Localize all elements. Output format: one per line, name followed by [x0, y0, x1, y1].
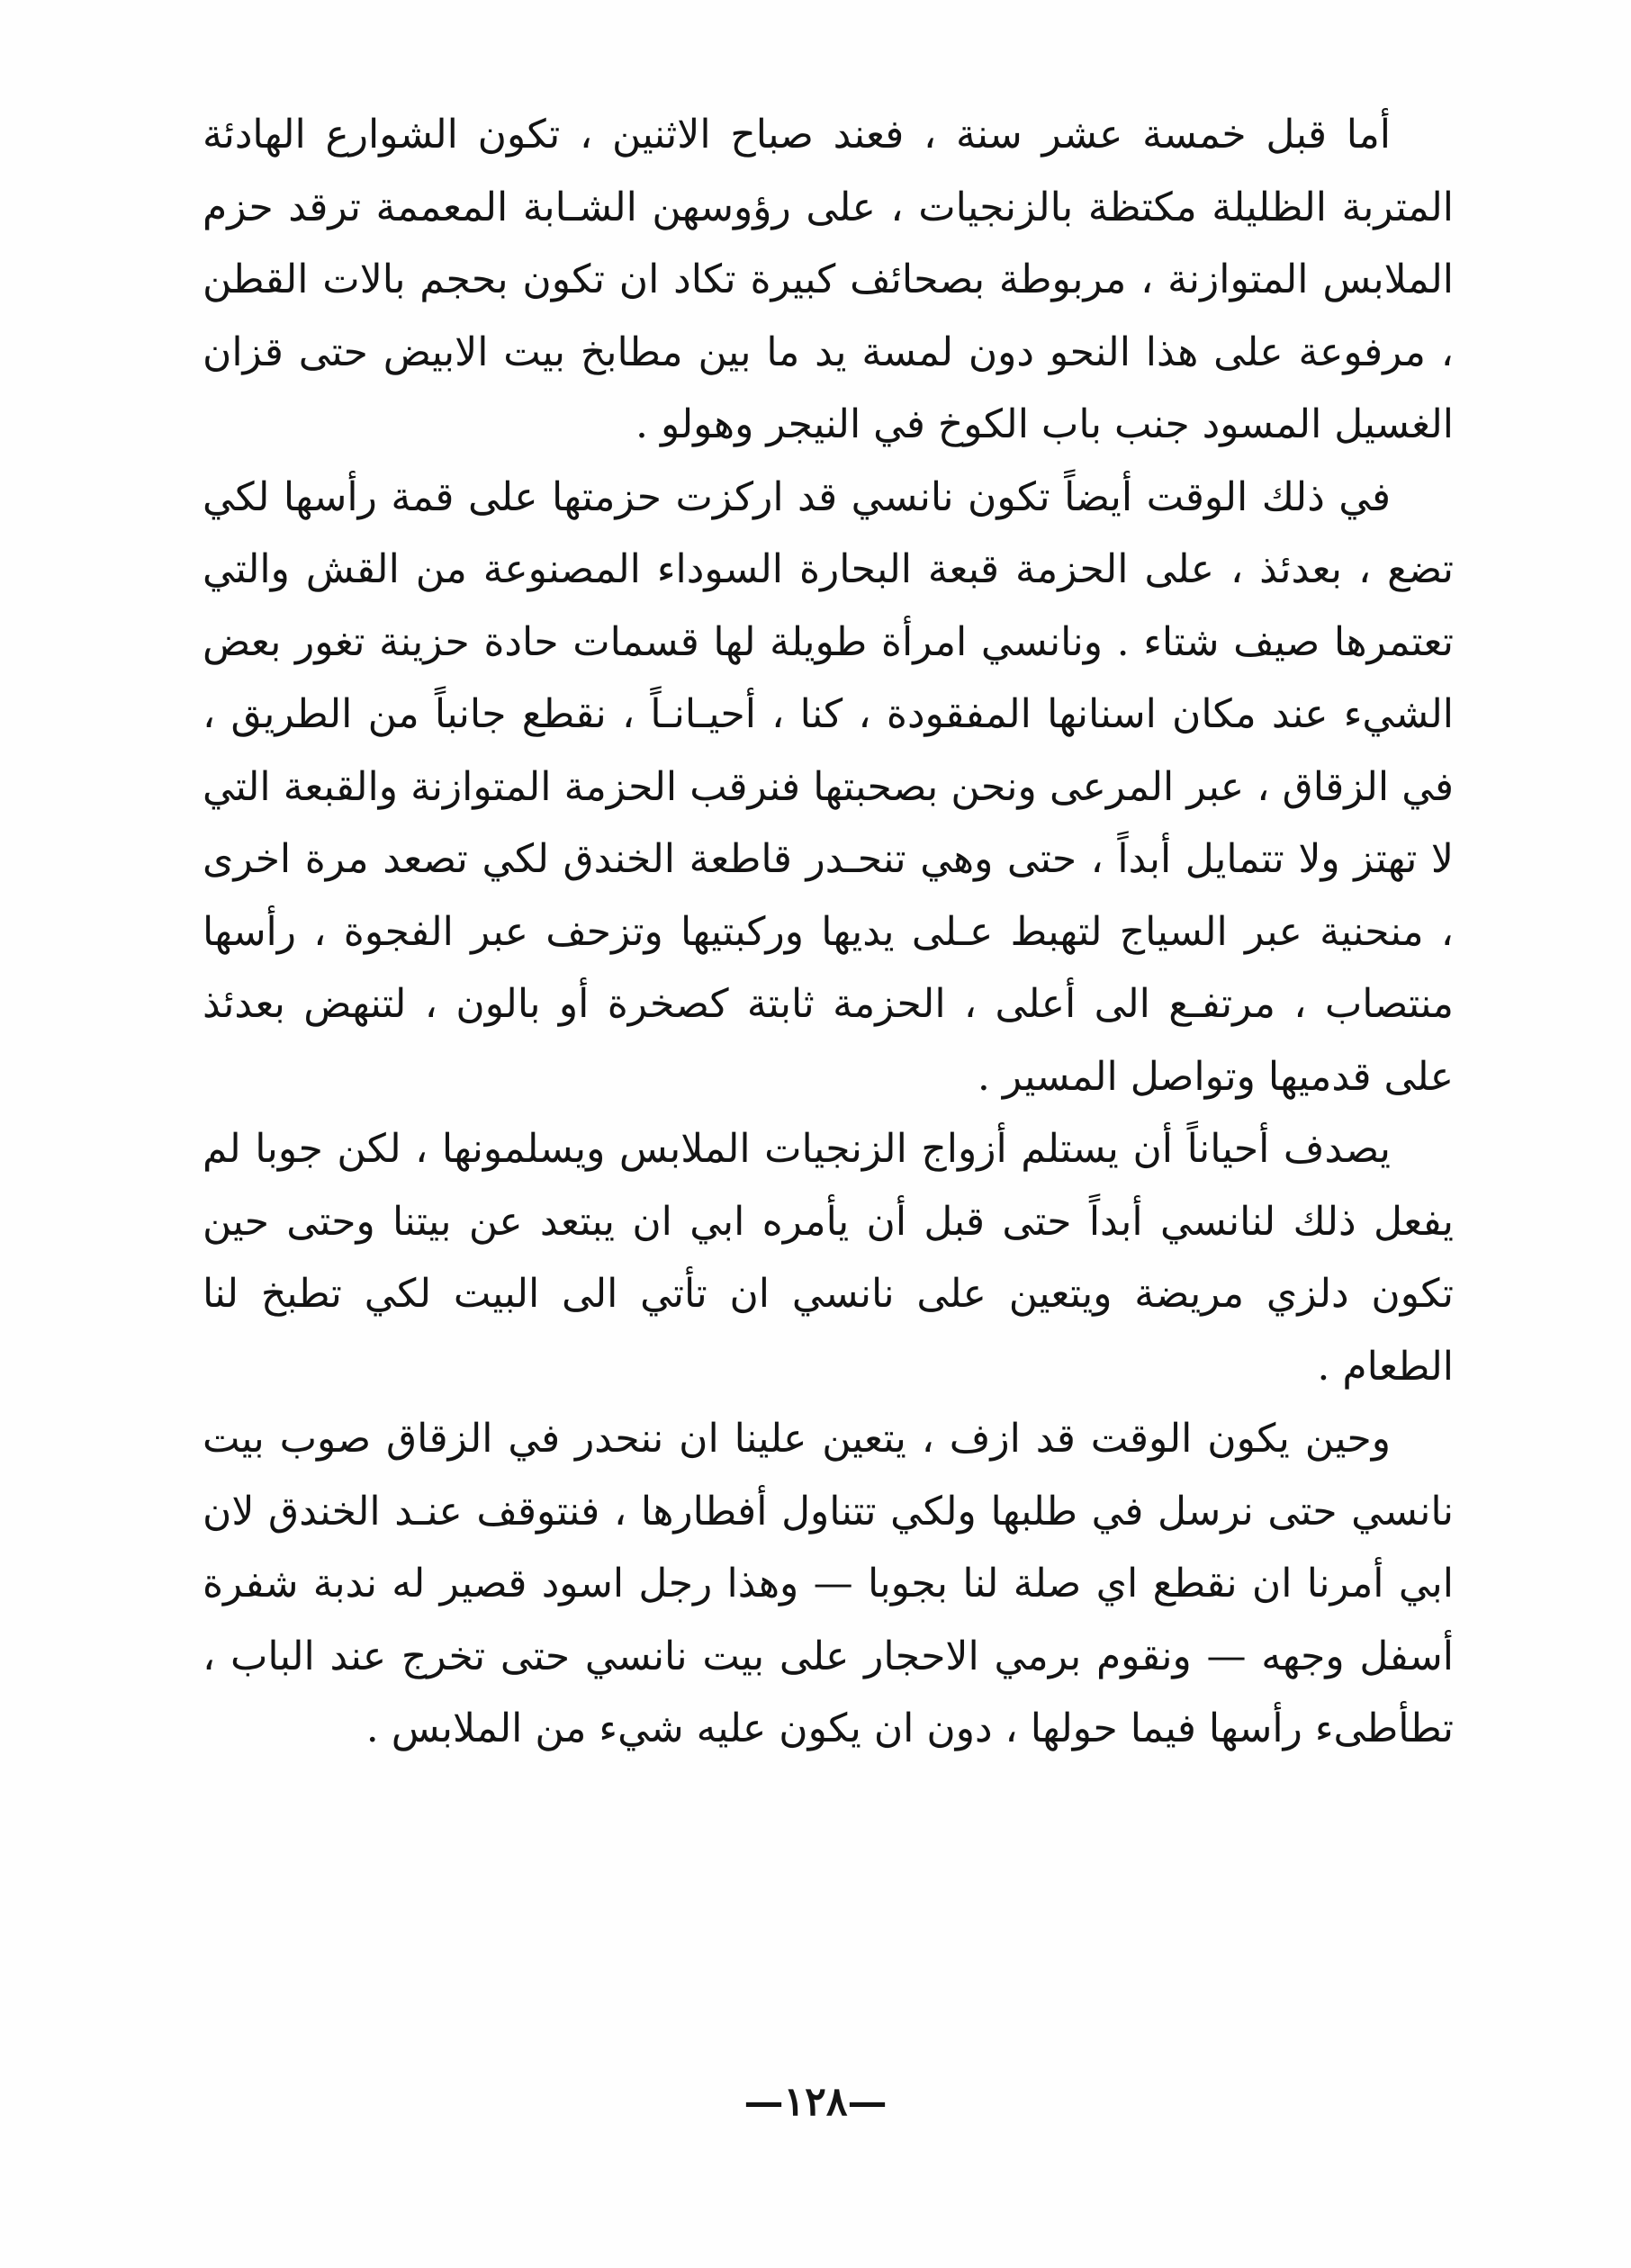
paragraph-3: يصدف أحياناً أن يستلم أزواج الزنجيات الملابس ويسلمونها ، لكن جوبا لم يفعل ذلك لنانسي أبداً حتى قبل أن يأمره ابي ان يبتعد عن بيتنا وحتى حين تكون دلزي مريضة ويتعين على نانسي ان تأتي الى البيت لكي تطبخ لنا الطعام . [203, 1126, 1454, 1390]
body-text [203, 99, 1454, 1766]
paragraph-2: في ذلك الوقت أيضاً تكون نانسي قد اركزت حزمتها على قمة رأسها لكي تضع ، بعدئذ ، على الحزمة قبعة البحارة السوداء المصنوعة من القش والتي تعتمرها صيف شتاء . ونانسي امرأة طويلة لها قسمات حادة حزينة تغور بعض الشيء عند مكان اسنانها المفقودة ، كنا ، أحيـانـاً ، نقطع جانباً من الطريق ، في الزقاق ، عبر المرعى ونحن بصحبتها فنرقب الحزمة المتوازنة والقبعة التي لا تهتز ولا تتمايل أبداً ، حتى وهي تنحـدر قاطعة الخندق لكي تصعد مرة اخرى ، منحنية عبر السياج لتهبط عـلى يديها وركبتيها وتزحف عبر الفجوة ، رأسها منتصاب ، مرتفـع الى أعلى ، الحزمة ثابتة كصخرة أو بالون ، لتنهض بعدئذ على قدميها وتواصل المسير . [203, 473, 1454, 1100]
paragraph-1: أما قبل خمسة عشر سنة ، فعند صباح الاثنين ، تكون الشوارع الهادئة المتربة الظليلة مكتظة بالزنجيات ، على رؤوسهن الشـابة المعممة ترقد حزم الملابس المتوازنة ، مربوطة بصحائف كبيرة تكاد ان تكون بحجم بالات القطن ، مرفوعة على هذا النحو دون لمسة يد ما بين مطابخ بيت الابيض حتى قزان الغسيل المسود جنب باب الكوخ في النيجر وهولو . [203, 112, 1455, 447]
paragraph-4: وحين يكون الوقت قد ازف ، يتعين علينا ان ننحدر في الزقاق صوب بيت نانسي حتى نرسل في طلبها ولكي تتناول أفطارها ، فنتوقف عنـد الخندق لان ابي أمرنا ان نقطع اي صلة لنا بجوبا — وهذا رجل اسود قصير له ندبة شفرة أسفل وجهه — ونقوم برمي الاحجار على بيت نانسي حتى تخرج عند الباب ، تطأطىء رأسها فيما حولها ، دون ان يكون عليه شيء من الملابس . [203, 1416, 1454, 1751]
page-number: —١٢٨— [743, 2079, 888, 2125]
